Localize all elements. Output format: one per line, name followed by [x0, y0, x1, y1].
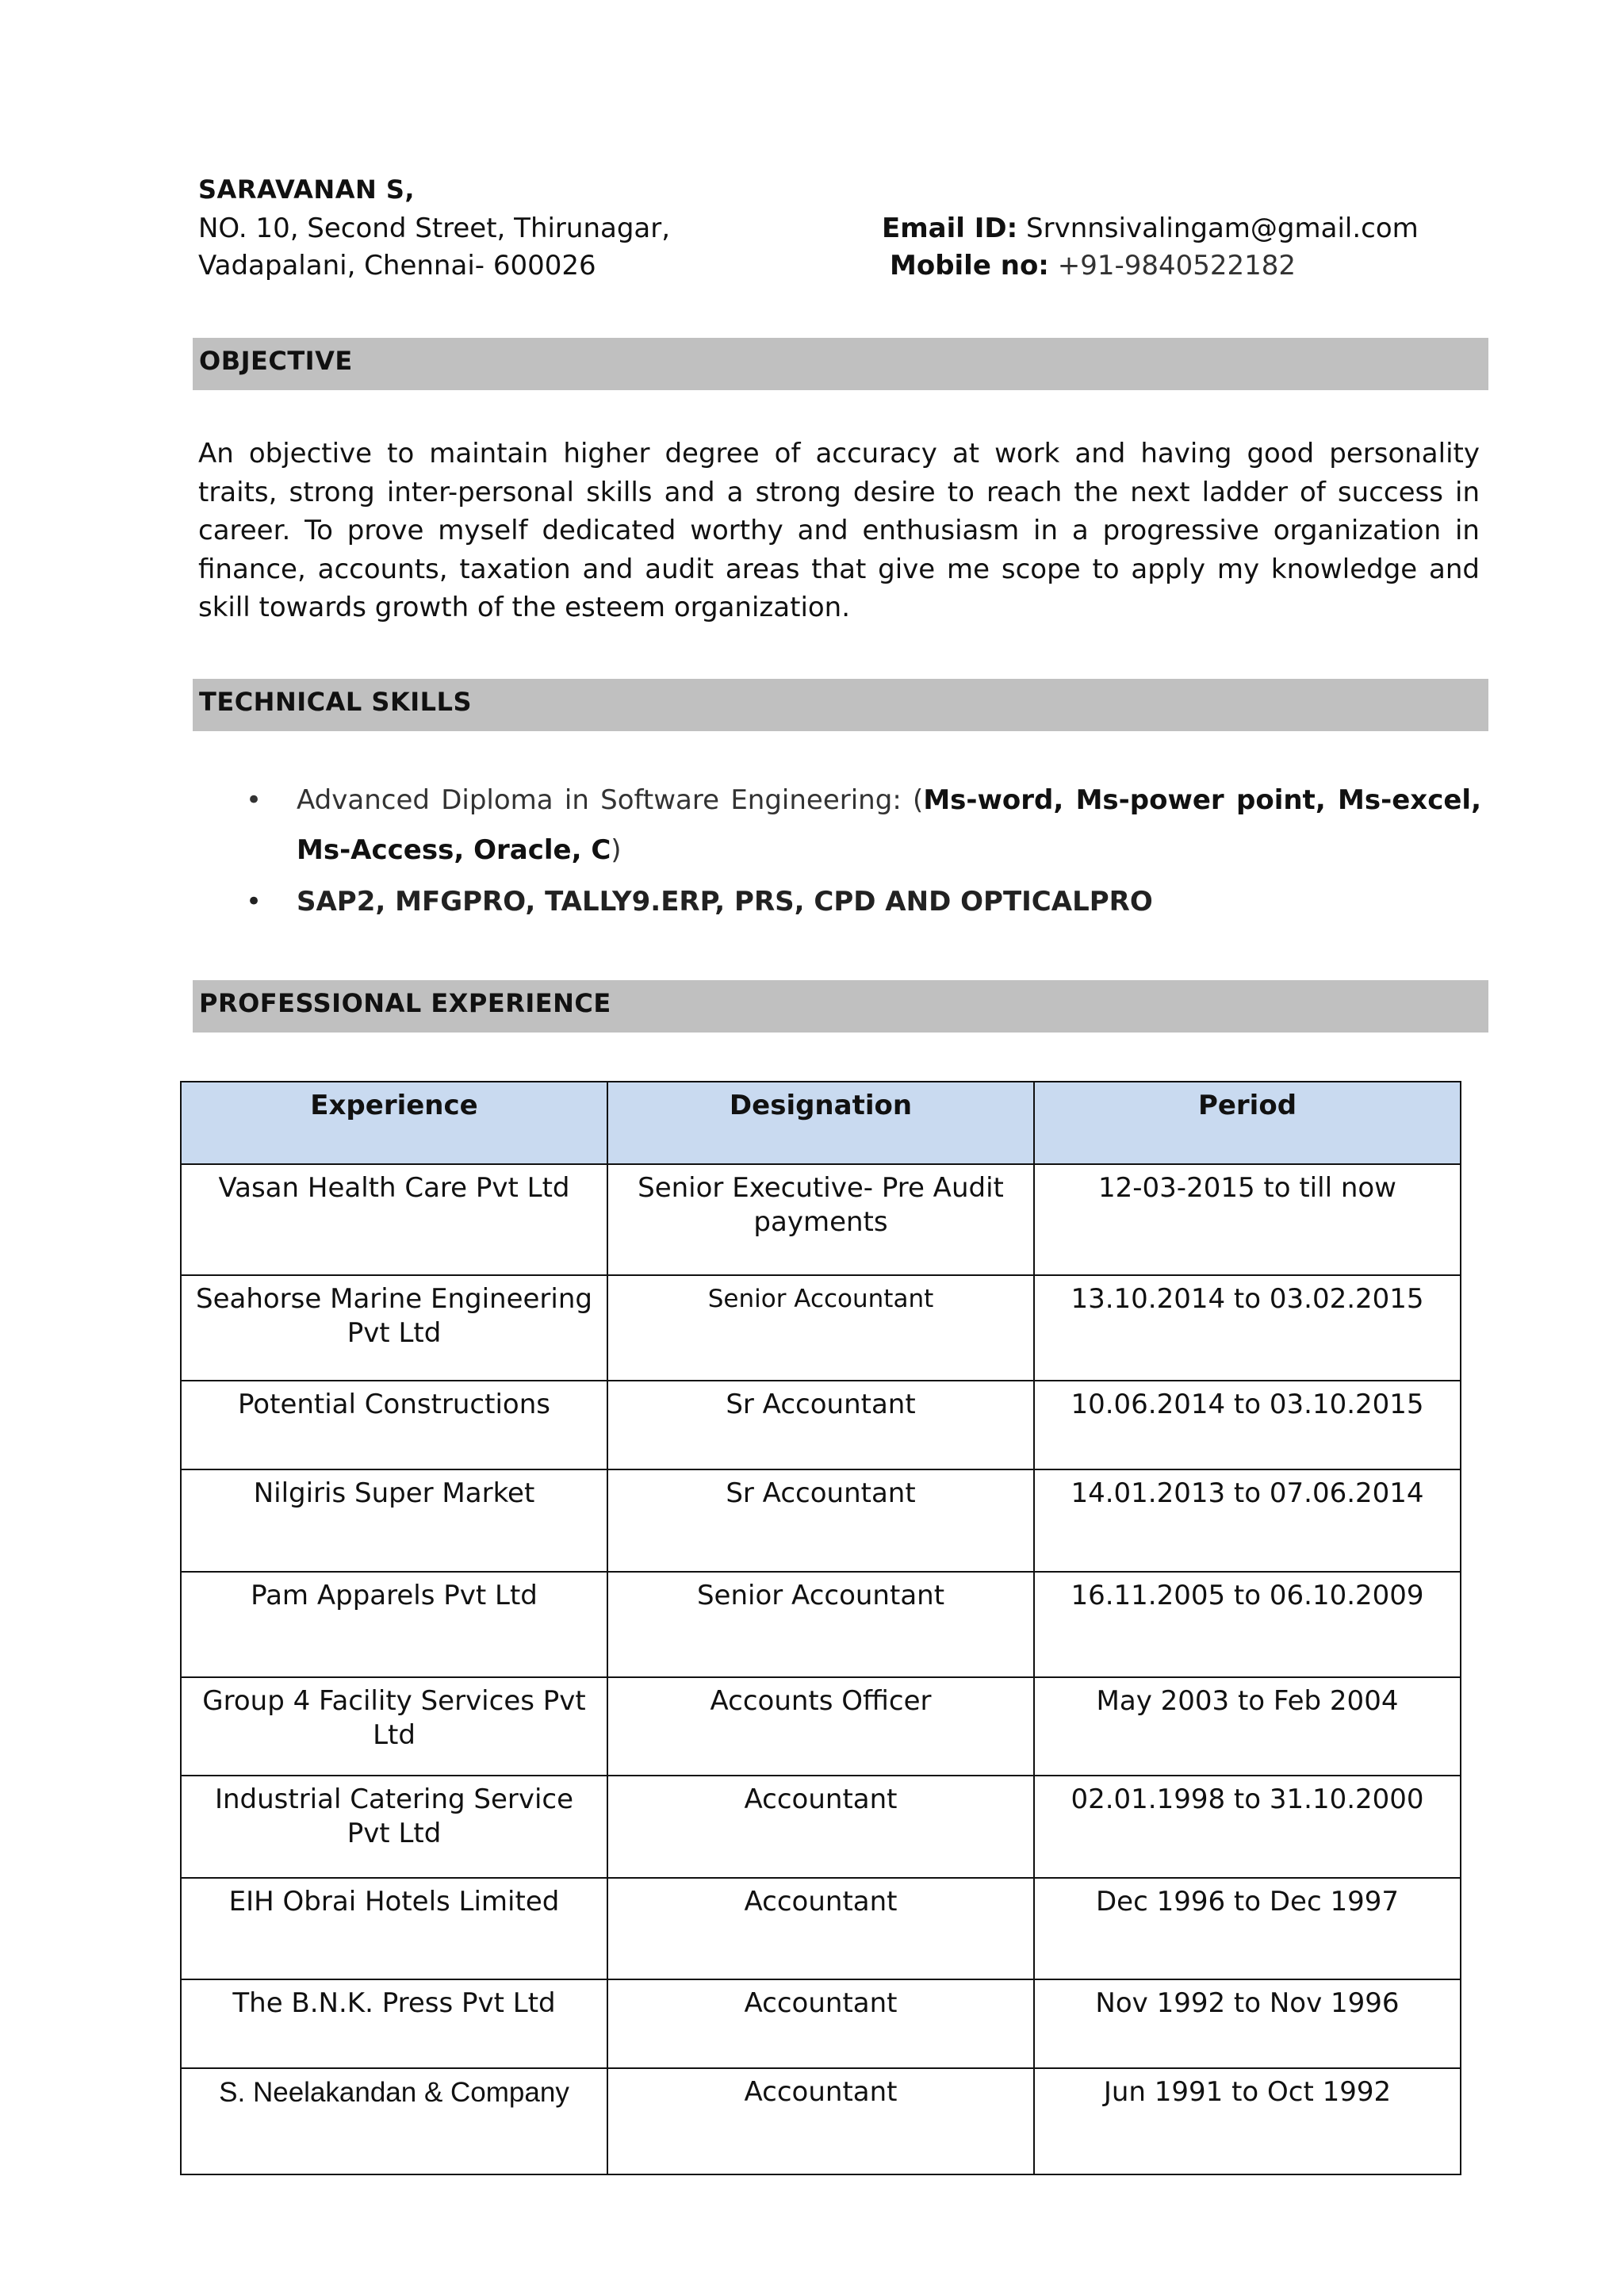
cell-company: Nilgiris Super Market — [181, 1469, 607, 1572]
table-row — [181, 1979, 1461, 2068]
cell-company: Industrial Catering Service Pvt Ltd — [181, 1776, 607, 1878]
cell-company: S. Neelakandan & Company — [181, 2068, 607, 2174]
cell-period: 10.06.2014 to 03.10.2015 — [1034, 1381, 1461, 1469]
objective-title: OBJECTIVE — [199, 346, 353, 376]
experience-section-header — [193, 980, 1488, 1033]
cell-designation: Senior Accountant — [607, 1572, 1034, 1677]
email-label: Email ID: — [882, 213, 1018, 244]
cell-designation: Accountant — [607, 1979, 1034, 2068]
skill-item-prefix: Advanced Diploma in Software Engineering: ( — [297, 784, 924, 816]
table-row — [181, 1677, 1461, 1776]
cell-designation: Sr Accountant — [607, 1381, 1034, 1469]
experience-table — [180, 1081, 1461, 2175]
cell-company: Vasan Health Care Pvt Ltd — [181, 1164, 607, 1275]
column-header-period: Period — [1034, 1082, 1461, 1164]
cell-company: Seahorse Marine Engineering Pvt Ltd — [181, 1275, 607, 1381]
bullet-icon: • — [246, 784, 262, 816]
skill-item-text: SAP2, MFGPRO, TALLY9.ERP, PRS, CPD AND OPTICALPRO — [297, 886, 1153, 918]
cell-period: Nov 1992 to Nov 1996 — [1034, 1979, 1461, 2068]
table-row — [181, 1275, 1461, 1381]
mobile-contact — [890, 250, 1296, 282]
cell-company: The B.N.K. Press Pvt Ltd — [181, 1979, 607, 2068]
table-row — [181, 1381, 1461, 1469]
cell-company: Pam Apparels Pvt Ltd — [181, 1572, 607, 1677]
cell-period: May 2003 to Feb 2004 — [1034, 1677, 1461, 1776]
table-row — [181, 1776, 1461, 1878]
cell-designation: Senior Accountant — [607, 1275, 1034, 1381]
cell-designation: Accountant — [607, 1878, 1034, 1979]
table-row — [181, 1469, 1461, 1572]
experience-title: PROFESSIONAL EXPERIENCE — [199, 988, 611, 1018]
skills-section-header — [193, 679, 1488, 731]
email-value: Srvnnsivalingam@gmail.com — [1026, 213, 1419, 244]
cell-period: 02.01.1998 to 31.10.2000 — [1034, 1776, 1461, 1878]
table-row — [181, 1878, 1461, 1979]
address-line-2: Vadapalani, Chennai- 600026 — [198, 250, 596, 282]
cell-period: 12-03-2015 to till now — [1034, 1164, 1461, 1275]
cell-period: 16.11.2005 to 06.10.2009 — [1034, 1572, 1461, 1677]
cell-period: 14.01.2013 to 07.06.2014 — [1034, 1469, 1461, 1572]
email-contact — [882, 213, 1419, 244]
skill-item — [238, 878, 1481, 925]
cell-designation: Senior Executive- Pre Audit payments — [607, 1164, 1034, 1275]
table-row — [181, 1164, 1461, 1275]
column-header-experience: Experience — [181, 1082, 607, 1164]
cell-company: Potential Constructions — [181, 1381, 607, 1469]
objective-text: An objective to maintain higher degree of accuracy at work and having good personality traits, strong inter-personal skills and a strong desire to reach the next ladder of success in career. To prove myself dedicated worthy and enthusiasm in a progressive organization in finance, accounts, taxation and audit areas that give me scope to apply my knowledge and skill towards growth of the esteem organization. — [198, 438, 1480, 623]
table-row — [181, 1572, 1461, 1677]
cell-designation: Accountant — [607, 2068, 1034, 2174]
cell-company: Group 4 Facility Services Pvt Ltd — [181, 1677, 607, 1776]
column-header-designation: Designation — [607, 1082, 1034, 1164]
cell-period: Jun 1991 to Oct 1992 — [1034, 2068, 1461, 2174]
bullet-icon: • — [246, 886, 262, 918]
candidate-name: SARAVANAN S, — [198, 174, 416, 205]
skills-list — [238, 776, 1481, 925]
mobile-label: Mobile no: — [890, 250, 1049, 282]
table-row — [181, 2068, 1461, 2174]
cell-designation: Accounts Officer — [607, 1677, 1034, 1776]
cell-period: 13.10.2014 to 03.02.2015 — [1034, 1275, 1461, 1381]
address-line-1: NO. 10, Second Street, Thirunagar, — [198, 213, 671, 244]
cell-period: Dec 1996 to Dec 1997 — [1034, 1878, 1461, 1979]
cell-designation: Accountant — [607, 1776, 1034, 1878]
skill-item — [238, 776, 1481, 875]
table-header-row — [181, 1082, 1461, 1164]
skill-item-software: Ms-word, Ms-power point, Ms-excel, Ms-Access, Oracle, C — [297, 784, 1481, 866]
cell-company: EIH Obrai Hotels Limited — [181, 1878, 607, 1979]
skill-item-suffix: ) — [611, 834, 622, 866]
cell-designation: Sr Accountant — [607, 1469, 1034, 1572]
mobile-value: +91-9840522182 — [1057, 250, 1297, 282]
skills-title: TECHNICAL SKILLS — [199, 687, 472, 717]
objective-section-header — [193, 338, 1488, 390]
